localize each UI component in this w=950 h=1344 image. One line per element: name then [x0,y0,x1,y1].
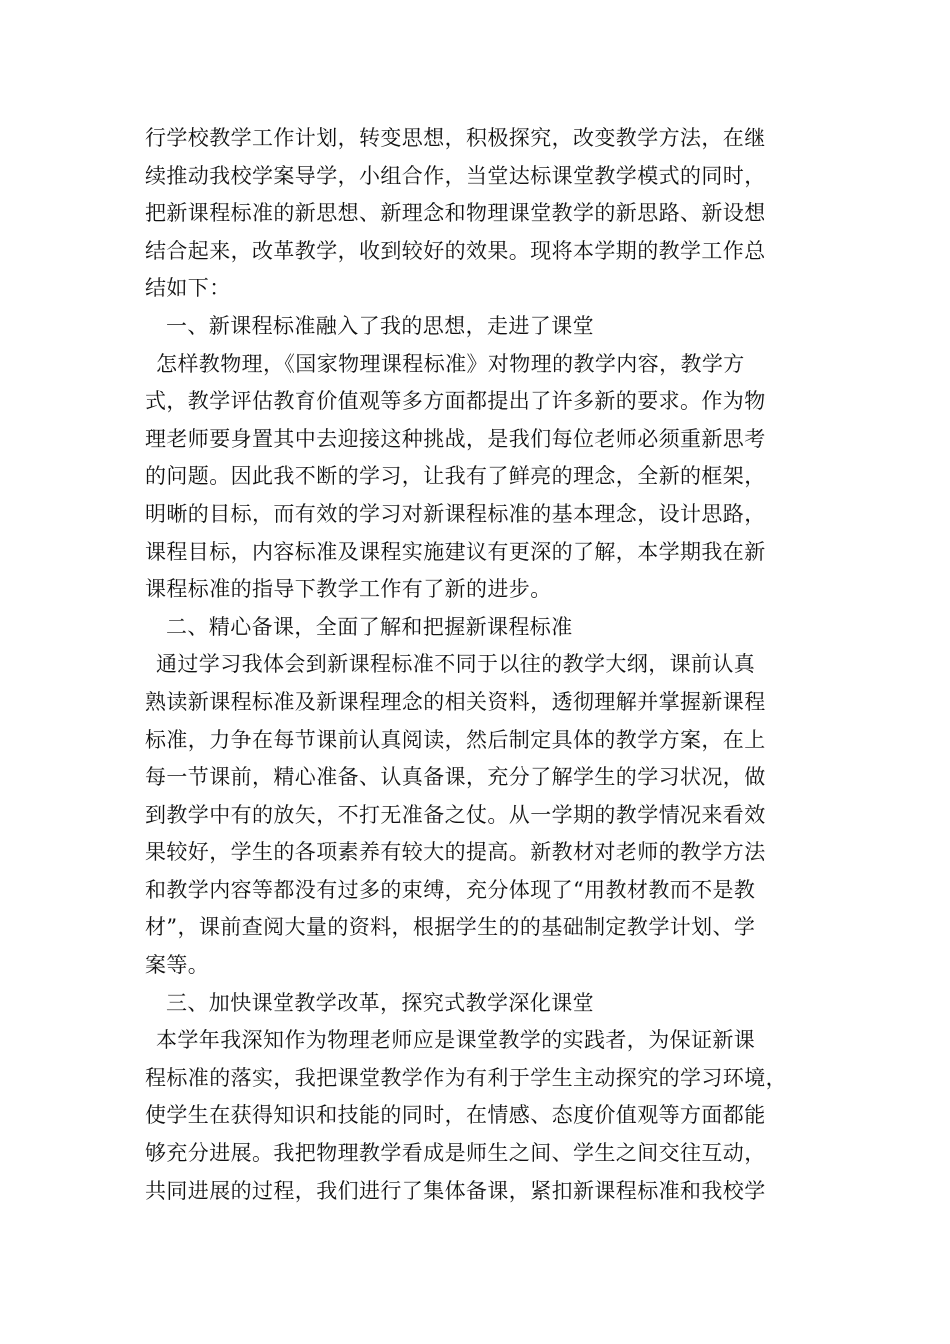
paragraph-line: 本学年我深知作为物理老师应是课堂教学的实践者，为保证新课 [156,1028,756,1053]
paragraph-line: 课程目标，内容标准及课程实施建议有更深的了解，本学期我在新 [145,539,766,564]
section-heading-line: 一、新课程标准融入了我的思想，走进了课堂 [166,313,594,338]
paragraph-line: 行学校教学工作计划，转变思想，积极探究，改变教学方法，在继 [145,126,766,150]
document-body [145,120,810,1210]
section-heading-line: 二、精心备课，全面了解和把握新课程标准 [166,614,573,639]
paragraph-line: 结如下： [145,276,231,301]
paragraph-line: 果较好，学生的各项素养有较大的提高。新教材对老师的教学方法 [145,840,766,865]
paragraph-line: 材”，课前查阅大量的资料，根据学生的的基础制定教学计划、学 [145,915,756,940]
paragraph-line: 理老师要身置其中去迎接这种挑战，是我们每位老师必须重新思考 [145,426,766,451]
paragraph-line: 程标准的落实，我把课堂教学作为有利于学生主动探究的学习环境， [145,1065,787,1090]
section-heading-line: 三、加快课堂教学改革，探究式教学深化课堂 [166,990,594,1015]
paragraph-line: 课程标准的指导下教学工作有了新的进步。 [145,577,552,602]
paragraph-line: 到教学中有的放矢，不打无准备之仗。从一学期的教学情况来看效 [145,802,766,827]
paragraph-line: 案等。 [145,953,210,978]
paragraph-line: 标准，力争在每节课前认真阅读，然后制定具体的教学方案，在上 [145,727,766,752]
paragraph-line: 熟读新课程标准及新课程理念的相关资料，透彻理解并掌握新课程 [145,689,766,714]
paragraph-line: 够充分进展。我把物理教学看成是师生之间、学生之间交往互动， [145,1141,766,1166]
paragraph-line: 和教学内容等都没有过多的束缚，充分体现了“用教材教而不是教 [145,877,756,902]
paragraph-line: 怎样教物理，《国家物理课程标准》对物理的教学内容，教学方 [156,351,745,376]
paragraph-line: 通过学习我体会到新课程标准不同于以往的教学大纲，课前认真 [156,652,756,677]
paragraph-line: 式，教学评估教育价值观等多方面都提出了许多新的要求。作为物 [145,389,766,414]
paragraph-line: 每一节课前，精心准备、认真备课，充分了解学生的学习状况，做 [145,765,766,790]
paragraph-line: 使学生在获得知识和技能的同时，在情感、态度价值观等方面都能 [145,1103,766,1128]
paragraph-line: 明晰的目标，而有效的学习对新课程标准的基本理念，设计思路， [145,501,766,526]
paragraph-line: 的问题。因此我不断的学习，让我有了鲜亮的理念，全新的框架， [145,464,766,489]
paragraph-line: 结合起来，改革教学，收到较好的效果。现将本学期的教学工作总 [145,238,766,263]
paragraph-line: 共同进展的过程，我们进行了集体备课，紧扣新课程标准和我校学 [145,1178,766,1203]
paragraph-line: 续推动我校学案导学，小组合作，当堂达标课堂教学模式的同时， [145,163,766,188]
paragraph-line: 把新课程标准的新思想、新理念和物理课堂教学的新思路、新设想 [145,201,766,226]
